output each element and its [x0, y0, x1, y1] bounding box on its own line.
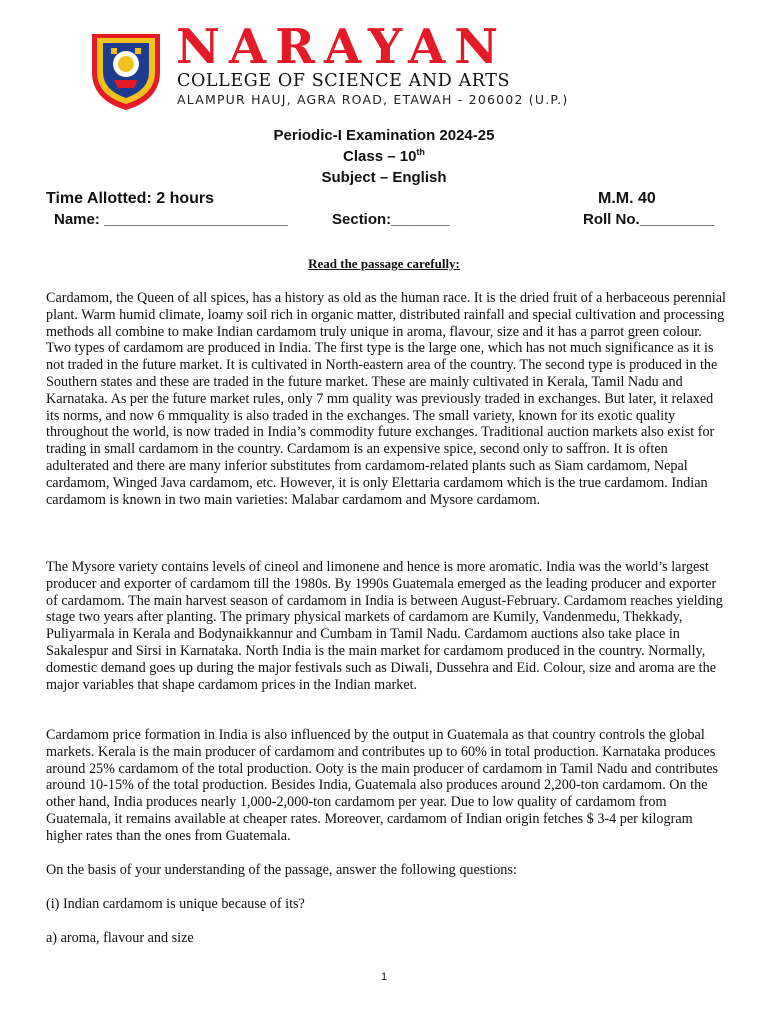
question-1: (i) Indian cardamom is unique because of its? [46, 896, 305, 912]
college-name: NARAYAN [176, 19, 508, 75]
class-label: Class – 10 [343, 148, 417, 165]
roll-number-field: Roll No._________ [583, 211, 715, 228]
college-logo [84, 28, 168, 112]
college-emblem-icon [84, 28, 168, 112]
class-ordinal: th [416, 147, 425, 157]
college-subtitle: COLLEGE OF SCIENCE AND ARTS [177, 71, 511, 91]
section-field: Section:_______ [332, 211, 450, 228]
college-address: ALAMPUR HAUJ, AGRA ROAD, ETAWAH - 206002 (U.P.) [177, 92, 569, 107]
exam-subject: Subject – English [321, 169, 447, 186]
page-number: 1 [380, 971, 388, 983]
passage-paragraph-3: Cardamom price formation in India is also influenced by the output in Guatemala as that country controls the global markets. Kerala is the main producer of cardamom and contributes up to 60% in total production. Karnataka produces around 25% cardamom of the total production. Ooty is the main producer of cardamom in Tamil Nadu and contributes around 10-15% of the total production. Besides India, Guatemala also produces around 2,200-ton cardamom. On the other hand, India produces nearly 1,000-2,000-ton cardamom per year. Due to low quality of cardamom from Guatemala, it remains available at cheaper rates. Moreover, cardamom of Indian origin fetches $ 3-4 per kilogram higher rates than the ones from Guatemala. [46, 727, 719, 844]
name-field: Name: ______________________ [54, 211, 288, 228]
time-allotted: Time Allotted: 2 hours [46, 190, 215, 207]
question-1-option-a: a) aroma, flavour and size [46, 930, 194, 946]
exam-title: Periodic-I Examination 2024-25 [273, 127, 495, 144]
exam-class [0, 147, 768, 167]
passage-instruction: Read the passage carefully: [308, 256, 460, 271]
max-marks: M.M. 40 [598, 190, 656, 207]
passage-paragraph-1: Cardamom, the Queen of all spices, has a history as old as the human race. It is the dried fruit of a herbaceous perennial plant. Warm humid climate, loamy soil rich in organic matter, distributed rainfall and special cultivation and processing methods all combine to make Indian cardamom truly unique in aroma, flavour, size and it has a parrot green colour. Two types of cardamom are produced in India. The first type is the large one, which has not much significance as it is not traded in the future market. It is cultivated in North-eastern area of the country. The second type is produced in the Southern states and these are traded in the future market. These are mainly cultivated in Kerala, Tamil Nadu and Karnataka. As per the future market rules, only 7 mm quality was previously traded in exchanges. But later, it relaxed its norms, and now 6 mmquality is also traded in the exchanges. The small variety, known for its exotic quality throughout the world, is now traded in India’s commodity future exchanges. Traditional auction markets also exist for trading in small cardamom in the country. Cardamom is an expensive spice, second only to saffron. It is often adulterated and there are many inferior substitutes from cardamom-related plants such as Siam cardamom, Nepal cardamom, Winged Java cardamom, etc. However, it is only Elettaria cardamom which is the true cardamom. Indian cardamom is known in two main varieties: Malabar cardamom and Mysore cardamom. [46, 290, 726, 508]
questions-intro: On the basis of your understanding of the passage, answer the following questions: [46, 862, 517, 878]
passage-paragraph-2: The Mysore variety contains levels of cineol and limonene and hence is more aromatic. India was the world’s largest producer and exporter of cardamom till the 1980s. By 1990s Guatemala emerged as the leading producer and exporter of cardamom. The main harvest season of cardamom in India is between August-February. Cardamom reaches yielding stage two years after planting. The primary physical markets of cardamom are Kumily, Vandenmedu, Thekkady, Puliyarmala in Kerala and Bodynaikkannur and Cumbam in Tamil Nadu. Cardamom auctions also take place in Sakalespur and Sirsi in Karnataka. North India is the main market for cardamom produced in the country. Normally, domestic demand goes up during the major festivals such as Diwali, Dussehra and Eid. Colour, size and aroma are the major variables that shape cardamom prices in the Indian market. [46, 559, 723, 693]
